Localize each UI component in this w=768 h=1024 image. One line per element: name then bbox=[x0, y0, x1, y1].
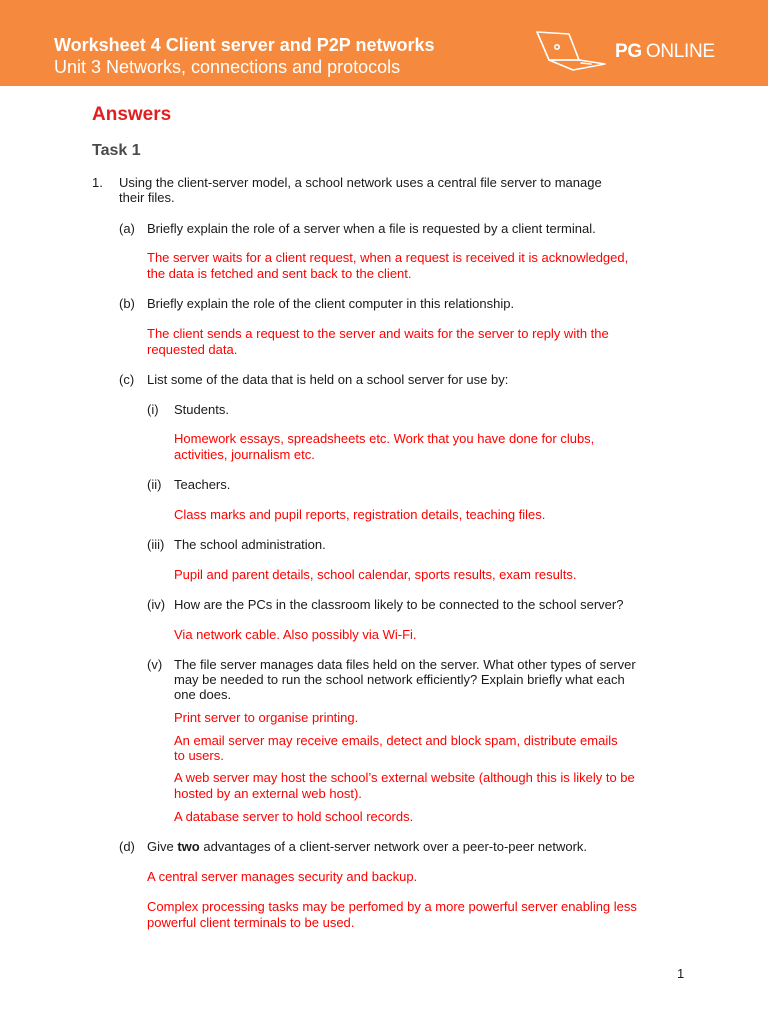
subpart-label: (iv) bbox=[147, 597, 166, 612]
answer-text: A database server to hold school records. bbox=[174, 809, 414, 824]
answer-text: Class marks and pupil reports, registration details, teaching files. bbox=[174, 507, 546, 522]
part-question: List some of the data that is held on a school server for use by: bbox=[147, 372, 509, 387]
answer-text: activities, journalism etc. bbox=[174, 447, 315, 462]
pg-online-logo bbox=[533, 30, 733, 72]
answer-text: hosted by an external web host). bbox=[174, 786, 362, 801]
subpart-question: Students. bbox=[174, 402, 229, 417]
page-number: 1 bbox=[677, 966, 685, 981]
worksheet-subtitle: Unit 3 Networks, connections and protocols bbox=[54, 57, 401, 77]
subpart-question: The school administration. bbox=[174, 537, 326, 552]
part-label: (a) bbox=[119, 221, 135, 236]
answer-text: Print server to organise printing. bbox=[174, 710, 359, 725]
subpart-question: one does. bbox=[174, 687, 232, 702]
part-label: (c) bbox=[119, 372, 135, 387]
part-question: Briefly explain the role of the client computer in this relationship. bbox=[147, 296, 515, 311]
subpart-label: (iii) bbox=[147, 537, 165, 552]
question-segment: advantages of a client-server network over a peer-to-peer network. bbox=[199, 839, 588, 854]
part-label: (d) bbox=[119, 839, 135, 854]
answer-text: A central server manages security and backup. bbox=[147, 869, 418, 884]
answer-text: An email server may receive emails, detect and block spam, distribute emails bbox=[174, 733, 618, 748]
part-question bbox=[147, 839, 587, 855]
question-segment: Give bbox=[147, 839, 178, 854]
answer-text: powerful client terminals to be used. bbox=[147, 915, 355, 930]
answer-text: Pupil and parent details, school calendar, sports results, exam results. bbox=[174, 567, 577, 582]
question-emphasis: two bbox=[177, 839, 200, 854]
subpart-label: (i) bbox=[147, 402, 159, 417]
answer-text: The client sends a request to the server and waits for the server to reply with the bbox=[147, 326, 609, 341]
part-label: (b) bbox=[119, 296, 135, 311]
question-text: Using the client-server model, a school network uses a central file server to manage bbox=[119, 175, 602, 190]
laptop-icon bbox=[533, 30, 611, 72]
answer-text: Complex processing tasks may be perfomed by a more powerful server enabling less bbox=[147, 899, 637, 914]
brand-name bbox=[615, 41, 715, 63]
subpart-label: (v) bbox=[147, 657, 163, 672]
subpart-question: may be needed to run the school network efficiently? Explain briefly what each bbox=[174, 672, 625, 687]
worksheet-title: Worksheet 4 Client server and P2P networks bbox=[54, 35, 435, 55]
answer-text: The server waits for a client request, when a request is received it is acknowledged, bbox=[147, 250, 629, 265]
subpart-label: (ii) bbox=[147, 477, 162, 492]
question-number: 1. bbox=[92, 175, 103, 190]
part-question: Briefly explain the role of a server when a file is requested by a client terminal. bbox=[147, 221, 596, 236]
answer-text: requested data. bbox=[147, 342, 238, 357]
brand-bold: PG bbox=[615, 41, 642, 62]
brand-light: ONLINE bbox=[645, 41, 715, 62]
subpart-question: The file server manages data files held on the server. What other types of server bbox=[174, 657, 636, 672]
answer-text: to users. bbox=[174, 748, 224, 763]
answers-heading: Answers bbox=[92, 104, 172, 125]
answer-text: Via network cable. Also possibly via Wi-Fi. bbox=[174, 627, 417, 642]
answer-text: the data is fetched and sent back to the client. bbox=[147, 266, 412, 281]
subpart-question: How are the PCs in the classroom likely to be connected to the school server? bbox=[174, 597, 624, 612]
answer-text: Homework essays, spreadsheets etc. Work that you have done for clubs, bbox=[174, 431, 595, 446]
task-heading: Task 1 bbox=[92, 142, 141, 159]
subpart-question: Teachers. bbox=[174, 477, 231, 492]
question-text: their files. bbox=[119, 190, 175, 205]
header-banner bbox=[0, 0, 768, 86]
answer-text: A web server may host the school’s external website (although this is likely to be bbox=[174, 770, 635, 785]
